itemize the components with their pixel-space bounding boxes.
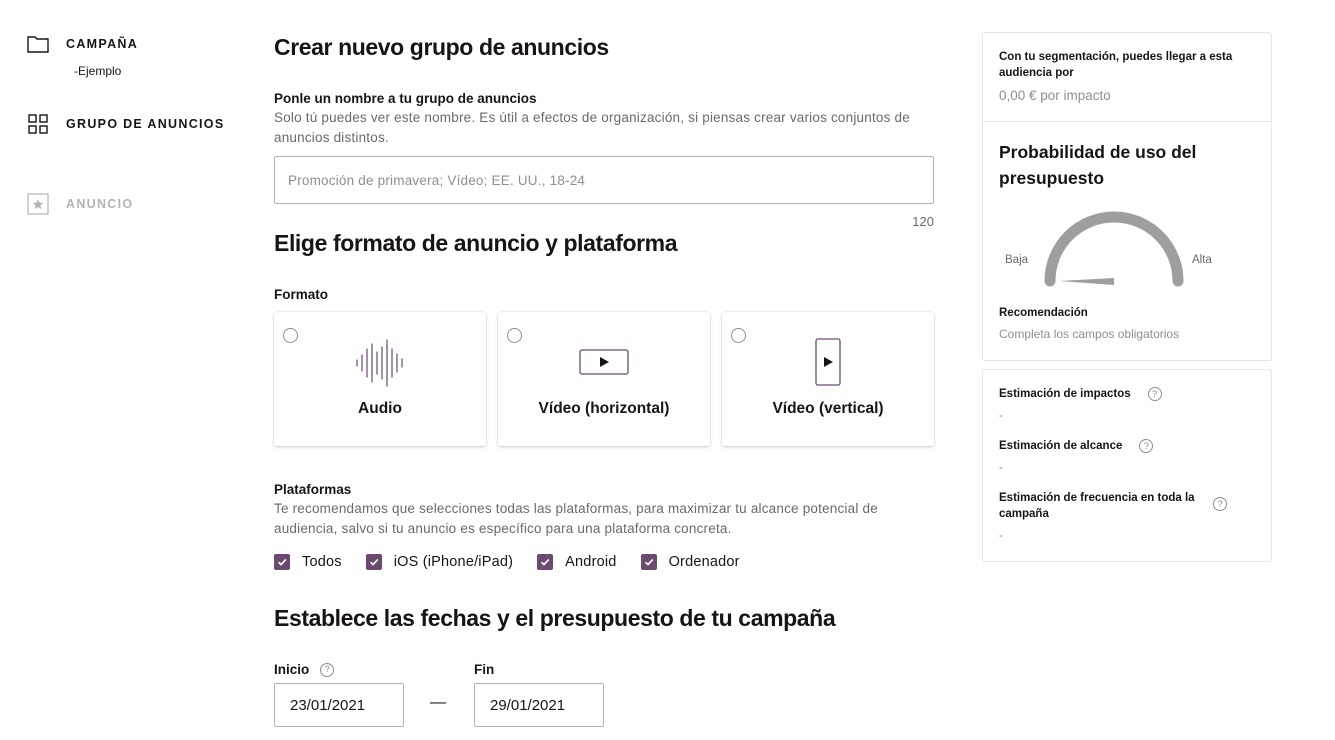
estimates-panel [982,369,1272,562]
sidebar-item-ad[interactable] [27,193,133,215]
platform-checkbox-ios[interactable] [366,554,513,570]
format-card-audio[interactable] [274,312,486,446]
budget-panel [982,32,1272,361]
format-label: Audio [358,400,402,417]
format-heading: Elige formato de anuncio y plataforma [274,230,678,256]
estimate-frequency-label: Estimación de frecuencia en toda la campaña [999,492,1195,520]
grid-icon [27,113,49,135]
recommendation-text: Completa los campos obligatorios [999,327,1180,341]
folder-icon [27,33,49,55]
video-vertical-icon [722,338,934,388]
campaign-name: -Ejemplo [74,64,122,78]
sidebar-item-label: GRUPO DE ANUNCIOS [66,117,225,131]
star-icon [27,193,49,215]
sidebar-item-label: ANUNCIO [66,197,134,211]
platform-checkbox-all[interactable] [274,554,342,570]
start-date-field[interactable]: 23/01/2021 [274,683,404,727]
help-icon[interactable]: ? [1148,387,1162,401]
sidebar-item-adgroup[interactable] [27,113,224,135]
name-help: Solo tú puedes ver este nombre. Es útil a efectos de organización, si piensas crear varios conjuntos de anuncios distintos. [274,110,910,145]
help-icon[interactable]: ? [1139,439,1153,453]
checkbox-label: Android [565,554,617,570]
recommendation-label: Recomendación [999,307,1088,319]
checkmark-icon[interactable] [537,554,553,570]
checkmark-icon[interactable] [274,554,290,570]
estimate-value: - [999,460,1003,474]
platforms-help: Te recomendamos que selecciones todas las plataformas, para maximizar tu alcance potencial de audiencia, salvo si tu anuncio es específico para una plataforma concreta. [274,501,878,536]
end-date-field[interactable]: 29/01/2021 [474,683,604,727]
budget-gauge [1041,205,1187,289]
platforms-group [274,554,764,570]
estimate-label: Estimación de impactos [999,388,1131,400]
platform-checkbox-desktop[interactable] [641,554,740,570]
checkmark-icon[interactable] [641,554,657,570]
name-label: Ponle un nombre a tu grupo de anuncios [274,91,537,106]
format-card-video-vertical[interactable] [722,312,934,446]
audience-price: 0,00 € por impacto [999,88,1111,103]
checkbox-label: Ordenador [668,554,740,570]
checkbox-label: Todos [302,554,342,570]
help-icon[interactable]: ? [1213,497,1227,511]
estimate-value: - [999,408,1003,422]
checkmark-icon[interactable] [366,554,382,570]
platform-checkbox-android[interactable] [537,554,616,570]
gauge-high-label: Alta [1192,254,1212,266]
platforms-label: Plataformas [274,482,352,497]
budget-title: Probabilidad de uso del presupuesto [999,142,1197,188]
end-label: Fin [474,662,495,677]
page-title: Crear nuevo grupo de anuncios [274,34,609,60]
adgroup-name-input[interactable] [274,156,934,204]
start-label-text: Inicio [274,662,310,677]
estimate-value: - [999,528,1003,542]
waveform-icon [274,338,486,388]
video-horizontal-icon [498,338,710,388]
gauge-needle [1059,278,1114,285]
audience-text: Con tu segmentación, puedes llegar a esta audiencia por [999,51,1233,79]
date-separator: — [430,694,446,711]
char-counter: 120 [912,214,934,229]
dates-heading: Establece las fechas y el presupuesto de tu campaña [274,605,836,631]
estimate-impacts [999,386,1162,402]
estimate-reach [999,438,1153,454]
gauge-low-label: Baja [1005,254,1029,266]
sidebar-item-label: CAMPAÑA [66,37,139,51]
format-label: Vídeo (horizontal) [538,400,670,417]
gauge-arc [1050,217,1178,281]
start-label [274,662,334,677]
sidebar-item-campaign[interactable] [27,33,138,55]
help-icon[interactable]: ? [320,663,334,677]
divider [983,121,1271,122]
format-label: Formato [274,287,328,302]
estimate-label: Estimación de alcance [999,440,1123,452]
format-label: Vídeo (vertical) [772,400,884,417]
checkbox-label: iOS (iPhone/iPad) [393,554,514,570]
format-card-video-horizontal[interactable] [498,312,710,446]
